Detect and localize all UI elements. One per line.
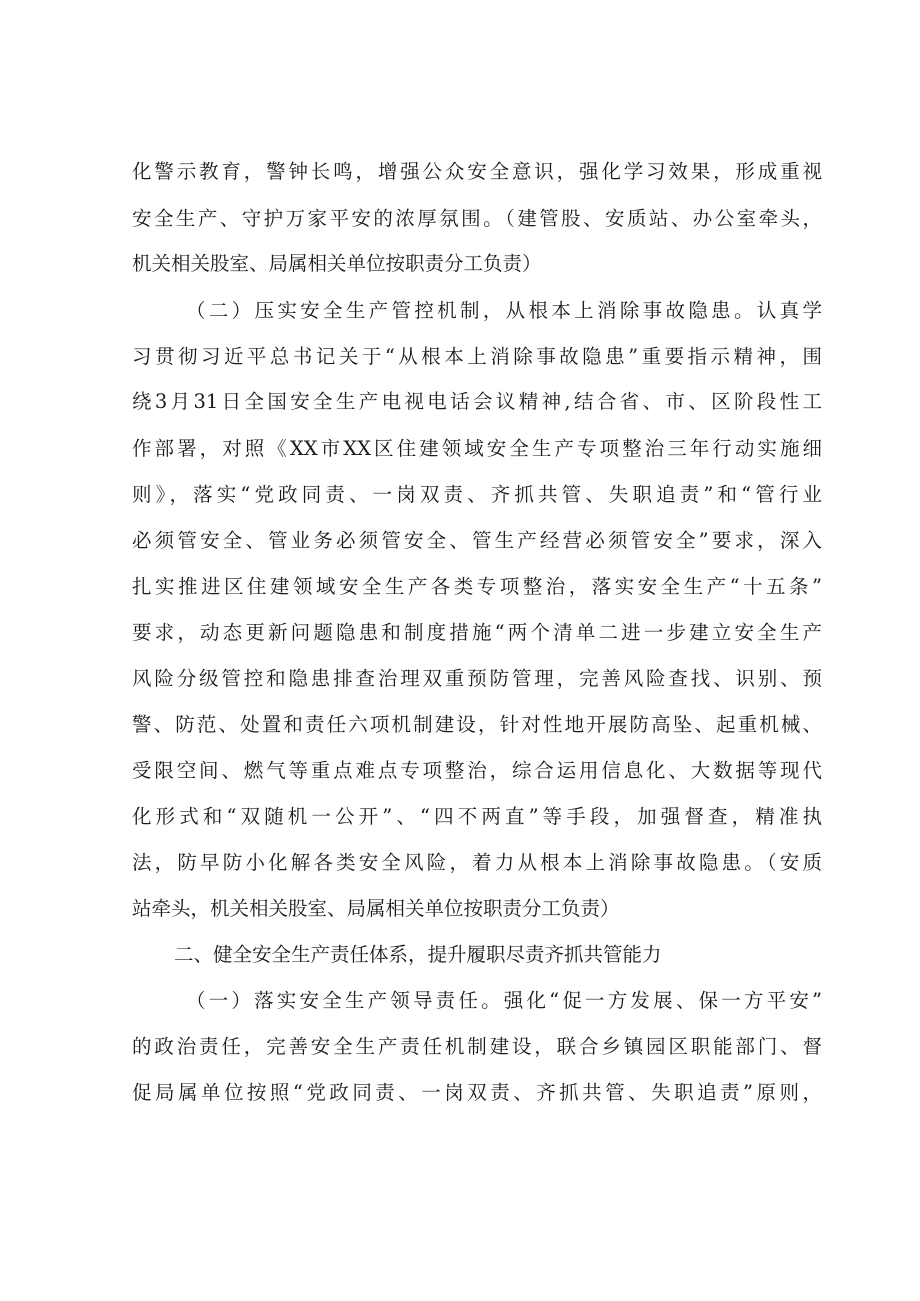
text-line-7: 作部署，对照《XX市XX区住建领域安全生产专项整治三年行动实施细 — [132, 437, 822, 460]
text-line-17: 站牵头，机关相关股室、局属相关单位按职责分工负责） — [132, 897, 620, 920]
text-line-9: 必须管安全、管业务必须管安全、管生产经营必须管安全”要求，深入 — [132, 529, 822, 552]
text-line-11: 要求，动态更新问题隐患和制度措施“两个清单二进一步建立安全生产 — [132, 621, 822, 644]
text-line-13: 警、防范、处置和责任六项机制建设，针对性地开展防高坠、起重机械、 — [132, 713, 822, 736]
text-line-20: 的政治责任，完善安全生产责任机制建设，联合乡镇园区职能部门、督 — [132, 1035, 822, 1058]
text-line-21: 促局属单位按照“党政同责、一岗双责、齐抓共管、失职追责”原则， — [132, 1081, 822, 1104]
text-line-2: 安全生产、守护万家平安的浓厚氛围。（建管股、安质站、办公室牵头， — [132, 207, 822, 230]
text-line-15: 化形式和“双随机一公开”、“四不两直”等手段，加强督查，精准执 — [132, 805, 822, 828]
text-line-3: 机关相关股室、局属相关单位按职责分工负责） — [132, 252, 542, 275]
text-line-14: 受限空间、燃气等重点难点专项整治，综合运用信息化、大数据等现代 — [132, 759, 822, 782]
text-line-5: 习贯彻习近平总书记关于“从根本上消除事故隐患”重要指示精神，围 — [132, 345, 822, 368]
text-line-12: 风险分级管控和隐患排查治理双重预防管理，完善风险查找、识别、预 — [132, 667, 822, 690]
text-line-10: 扎实推进区住建领域安全生产各类专项整治，落实安全生产“十五条” — [132, 575, 822, 598]
text-line-8: 则》，落实“党政同责、一岗双责、齐抓共管、失职追责”和“管行业 — [132, 483, 822, 506]
text-line-16: 法，防早防小化解各类安全风险，着力从根本上消除事故隐患。（安质 — [132, 851, 822, 874]
text-line-6: 绕3月31日全国安全生产电视电话会议精神,结合省、市、区阶段性工 — [132, 390, 822, 413]
chapter-2-heading: 二、健全安全生产责任体系，提升履职尽责齐抓共管能力 — [174, 943, 662, 966]
section-2-title-line: （二）压实安全生产管控机制，从根本上消除事故隐患。认真学 — [186, 299, 822, 322]
subsection-1-title-line: （一）落实安全生产领导责任。强化“促一方发展、保一方平安” — [186, 989, 822, 1012]
text-line-1: 化警示教育，警钟长鸣，增强公众安全意识，强化学习效果，形成重视 — [132, 160, 822, 183]
